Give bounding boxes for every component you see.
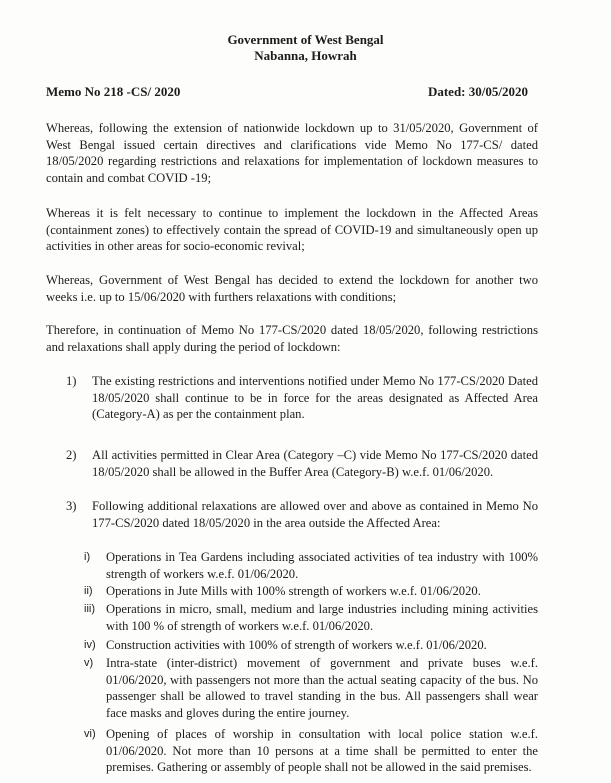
memo-number: Memo No 218 -CS/ 2020 (46, 84, 181, 99)
sub-item (84, 655, 538, 721)
sub-item-number: i) (84, 551, 91, 563)
sub-item-number: iv) (84, 639, 96, 651)
paragraph-whereas-extension: Whereas, following the extension of nationwide lockdown up to 31/05/2020, Government of West Bengal issued certain directives and clarifications vide Memo No 177-CS/ dated 18/05/2020 regarding restrictions and relaxations for implementation of lockdown measures to contain and combat COVID -19; (46, 121, 538, 185)
sub-item-number: v) (84, 657, 94, 669)
sub-item (84, 549, 538, 582)
sub-item-number: vi) (84, 728, 96, 740)
government-name: Government of West Bengal (227, 32, 384, 47)
sub-item (84, 601, 538, 634)
list-item (66, 373, 538, 423)
sub-item (84, 637, 538, 654)
list-item (66, 447, 538, 480)
memo-date: Dated: 30/05/2020 (427, 84, 528, 99)
list-item (66, 498, 538, 531)
list-item-number: 1) (66, 374, 77, 388)
list-item-text: Following additional relaxations are allowed over and above as contained in Memo No 177-CS/2020 dated 18/05/2020 in the area outside the Affected Area: (92, 499, 538, 530)
letterhead (0, 32, 611, 64)
office-address: Nabanna, Howrah (254, 48, 357, 63)
paragraph-therefore: Therefore, in continuation of Memo No 177-CS/2020 dated 18/05/2020, following restrictions and relaxations shall apply during the period of lockdown: (46, 323, 538, 354)
sub-item-number: iii) (84, 603, 95, 615)
sub-item-text: Intra-state (inter-district) movement of government and private buses w.e.f. 01/06/2020, with passengers not more than the actual seating capacity of the bus. No passenger shall be allowed to travel standing in the bus. All passengers shall wear face masks and gloves during the entire journey. (106, 656, 538, 720)
sub-item (84, 726, 538, 776)
paragraph-whereas-extend: Whereas, Government of West Bengal has decided to extend the lockdown for another two weeks i.e. up to 15/06/2020 with furthers relaxations with conditions; (46, 273, 538, 304)
sub-item-text: Opening of places of worship in consultation with local police station w.e.f. 01/06/2020. Not more than 10 persons at a time shall be permitted to enter the premises. Gathering or assembly of people shall not be allowed in the said premises. (106, 727, 538, 774)
sub-item-number: ii) (84, 585, 93, 597)
list-item-number: 3) (66, 499, 77, 513)
paragraph-whereas-containment: Whereas it is felt necessary to continue to implement the lockdown in the Affected Areas (containment zones) to effectively contain the spread of COVID-19 and simultaneously open up activities in other areas for socio-economic revival; (46, 206, 538, 253)
sub-item-text: Operations in Jute Mills with 100% strength of workers w.e.f. 01/06/2020. (106, 584, 481, 598)
sub-item-text: Operations in Tea Gardens including associated activities of tea industry with 100% strength of workers w.e.f. 01/06/2020. (106, 550, 538, 581)
list-item-number: 2) (66, 448, 77, 462)
sub-item (84, 583, 538, 600)
sub-item-text: Operations in micro, small, medium and large industries including mining activities with 100 % of strength of workers w.e.f. 01/06/2020. (106, 602, 538, 633)
sub-item-text: Construction activities with 100% of strength of workers w.e.f. 01/06/2020. (106, 638, 487, 652)
memo-reference-row (46, 84, 528, 100)
list-item-text: All activities permitted in Clear Area (Category –C) vide Memo No 177-CS/2020 dated 18/05/2020 shall be allowed in the Buffer Area (Category-B) w.e.f. 01/06/2020. (92, 448, 538, 479)
list-item-text: The existing restrictions and interventions notified under Memo No 177-CS/2020 Dated 18/05/2020 shall continue to be in force for the areas designated as Affected Area (Category-A) as per the containment plan. (92, 374, 538, 421)
